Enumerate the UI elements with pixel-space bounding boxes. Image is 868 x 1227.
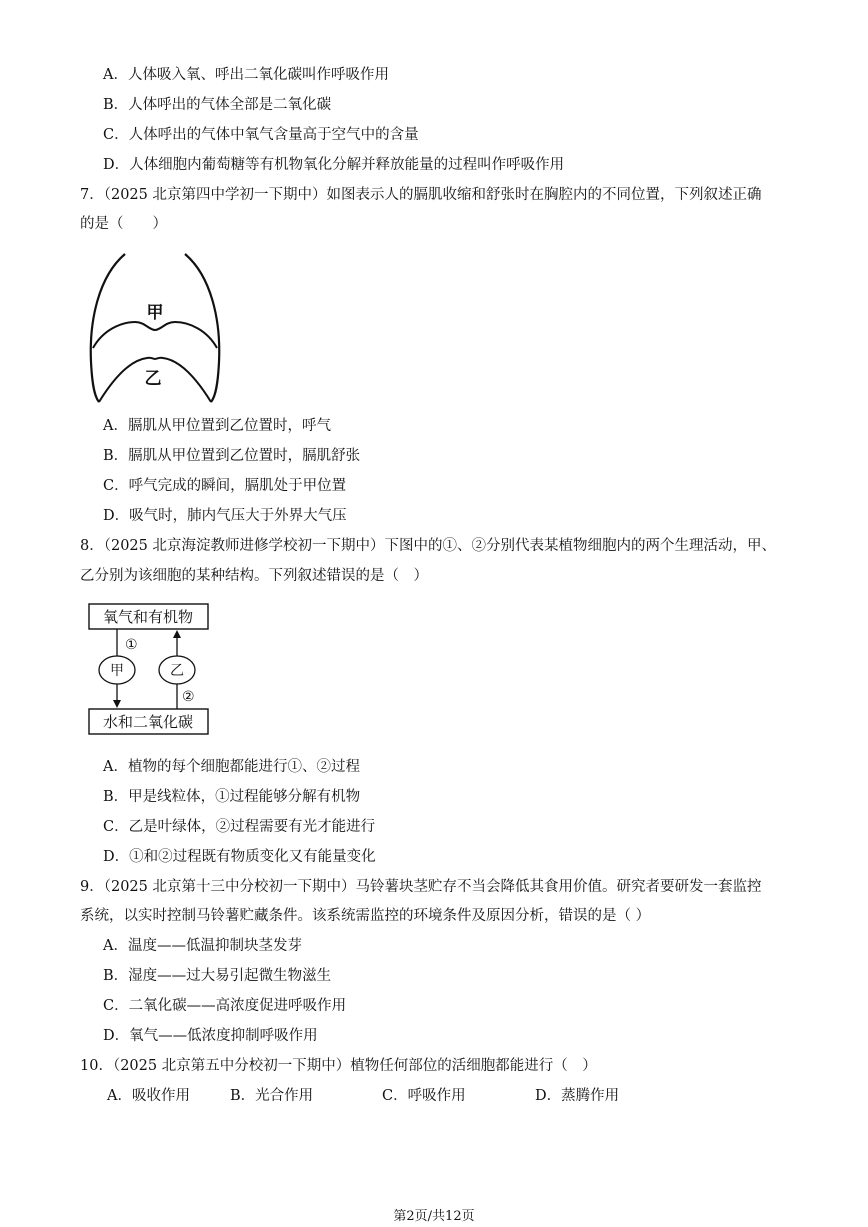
box-oxygen-organics-label: 氧气和有机物 [102, 608, 194, 626]
q8-option-c: C．乙是叶绿体，②过程需要有光才能进行 [103, 819, 376, 835]
q7-stem-line1: 7．（2025 北京第四中学初一下期中）如图表示人的膈肌收缩和舒张时在胸腔内的不同位置，下列叙述正确 [80, 187, 762, 203]
q6-option-a: A．人体吸入氧、呼出二氧化碳叫作呼吸作用 [103, 67, 389, 83]
page-footer: 第2页/共12页 [393, 1209, 475, 1224]
q7-stem-line2: 的是（ ） [80, 216, 167, 232]
q8-option-d: D．①和②过程既有物质变化又有能量变化 [103, 849, 376, 865]
diaphragm-figure [85, 250, 225, 408]
q6-option-c: C．人体呼出的气体中氧气含量高于空气中的含量 [103, 127, 419, 143]
cell-process-diagram [88, 602, 213, 738]
q9-option-b: B．湿度——过大易引起微生物滋生 [103, 968, 332, 984]
box-water-co2-label: 水和二氧化碳 [102, 713, 194, 731]
q9-stem-line2: 系统，以实时控制马铃薯贮藏条件。该系统需监控的环境条件及原因分析，错误的是（ ） [80, 908, 651, 924]
q7-option-a: A．膈肌从甲位置到乙位置时，呼气 [103, 418, 331, 434]
q9-stem-line1: 9．（2025 北京第十三中分校初一下期中）马铃薯块茎贮存不当会降低其食用价值。研究者要研发一套监控 [80, 879, 762, 895]
circle-yi-label: 乙 [170, 663, 184, 679]
q9-option-c: C．二氧化碳——高浓度促进呼吸作用 [103, 998, 347, 1014]
q8-option-b: B．甲是线粒体，①过程能够分解有机物 [103, 789, 361, 805]
arrow-process-1-head [113, 700, 121, 708]
q10-option-a: A．吸收作用 [107, 1088, 190, 1104]
q10-option-b: B．光合作用 [230, 1088, 314, 1104]
q7-option-c: C．呼气完成的瞬间，膈肌处于甲位置 [103, 478, 347, 494]
q10-option-d: D．蒸腾作用 [535, 1088, 620, 1104]
q9-option-a: A．温度——低温抑制块茎发芽 [103, 938, 302, 954]
diaphragm-position-upper [93, 322, 217, 348]
thorax-left-wall [91, 254, 125, 402]
q8-stem-line2: 乙分别为该细胞的某种结构。下列叙述错误的是（ ） [80, 568, 428, 584]
q6-option-b: B．人体呼出的气体全部是二氧化碳 [103, 97, 332, 113]
marker-1: ① [125, 637, 138, 653]
label-jia: 甲 [146, 303, 164, 323]
q7-option-b: B．膈肌从甲位置到乙位置时，膈肌舒张 [103, 448, 361, 464]
q7-option-d: D．吸气时，肺内气压大于外界大气压 [103, 508, 347, 524]
q8-option-a: A．植物的每个细胞都能进行①、②过程 [103, 759, 360, 775]
thorax-right-wall [185, 254, 219, 402]
q9-option-d: D．氧气——低浓度抑制呼吸作用 [103, 1028, 318, 1044]
q6-option-d: D．人体细胞内葡萄糖等有机物氧化分解并释放能量的过程叫作呼吸作用 [103, 157, 565, 173]
marker-2: ② [182, 689, 195, 705]
circle-jia-label: 甲 [110, 663, 124, 679]
arrow-process-2-head [173, 630, 181, 638]
q8-stem-line1: 8．（2025 北京海淀教师进修学校初一下期中）下图中的①、②分别代表某植物细胞内的两个生理活动，甲、 [80, 538, 776, 554]
q10-stem: 10．（2025 北京第五中分校初一下期中）植物任何部位的活细胞都能进行（ ） [80, 1058, 597, 1074]
label-yi: 乙 [144, 369, 162, 389]
q10-option-c: C．呼吸作用 [382, 1088, 466, 1104]
